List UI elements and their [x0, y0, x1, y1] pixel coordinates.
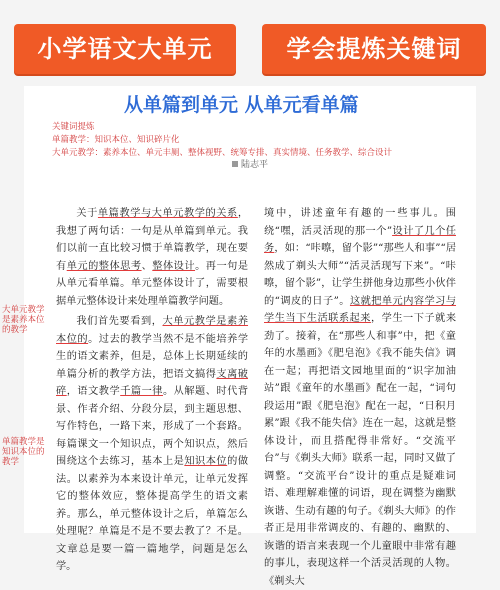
author-name: 陆志平 — [241, 160, 269, 170]
author — [232, 157, 268, 170]
underlined-phrase: 大单元教学是素养本位的 — [56, 316, 249, 345]
underlined-phrase: 这就把单元内容学习与学生当下生活联系起来 — [264, 295, 457, 324]
margin-note-first: 大单元教学是素养本位的教学 — [2, 305, 45, 335]
text-segment: 、 — [141, 260, 153, 272]
keywords-heading: 关键词提炼 — [52, 122, 95, 132]
text-segment: ，如：“咔嚓，留个影”“那些人和事”“居然成了剃头大师”“活灵活现写下来”。“咔嚓，留个影”，让学生拼他身边那些小伙伴的“调皮的日子”。 — [264, 243, 457, 307]
text-segment: 境中，讲述童年有趣的一些事儿。围绕“嘿，活灵活现的那一个” — [264, 208, 456, 237]
left-paragraph-2 — [56, 313, 248, 576]
underlined-phrase: 千篇一律 — [120, 386, 163, 397]
text-segment: 。从解题、时代背景、作者介绍、分段分层，到主题思想、写作特色，一路下来，形成了一个套路。每篇课文一个知识点，两个知识点，然后围绕这个去练习，基本上是 — [56, 386, 249, 467]
author-marker-icon — [232, 161, 238, 167]
underlined-phrase: 设计了几个任务 — [264, 225, 456, 254]
left-paragraph-1 — [56, 205, 248, 310]
banner-right: 学会提炼关键词 — [262, 24, 486, 74]
text-segment: 关于 — [76, 208, 98, 219]
underlined-phrase: 整体设计 — [152, 260, 196, 272]
text-segment: ，语文教学 — [66, 386, 121, 397]
text-segment: 。过去的教学当然不是不能培养学生的语文素养，但是，总体上长期延续的单篇分析的教学方法，把语文搞得 — [56, 333, 249, 380]
right-column — [264, 205, 456, 590]
underlined-phrase: 支离破碎 — [56, 368, 248, 397]
underlined-phrase: 单篇教学与大单元教学的关系 — [97, 208, 238, 219]
keywords-line-2: 大单元教学：素养本位、单元丰厕、整体视野、统筹专排、真实情境、任务教学、综合设计 — [52, 148, 393, 158]
text-segment: 的做法。以素养为本来设计单元，让单元发挥它的整体效应，整体提高学生的语文素养。那么，单元整体设计之后，单篇怎么处理呢？单篇是不是不要去教了？不是。文章总是要一篇一篇地学，问题是怎么学。 — [56, 456, 249, 572]
underlined-phrase: 知识本位 — [184, 456, 228, 467]
text-segment: 我们首先要看到， — [76, 316, 163, 327]
underlined-phrase: 单元的整体思考 — [66, 260, 142, 272]
left-column — [56, 205, 248, 576]
keywords-line-1: 单篇教学：知识本位、知识碎片化 — [52, 135, 180, 145]
text-segment: ，学生一下子就来劲了。接着，在“那些人和事”中，把《童年的水墨画》《肥皂泡》《我不能失信》调在一起；再把语文园地里面的“识字加油站”跟《童年的水墨画》配在一起，“词句段运用”跟《肥皂泡》配在一起，“日积月累”跟《我不能失信》连在一起，这就是整体设计，而且搭配得非常好。“交流平台”与《剃头大师》联系一起，同时又做了调整。“交流平台”设计的重点是疑难词语、难理解难懂的词语，现在调整为幽默诙谐、生动有趣的句子。《剃头大师》的作者正是用非常调皮的、有趣的、幽默的、诙谐的语言来表现一个儿童眼中非常有趣的事儿，表现这样一个活灵活现的人物。《剃头大 — [264, 313, 457, 587]
text-segment: 。再一句是从单元看单篇。单元整体设计了，需要根据单元整体设计来处理单篇教学问题。 — [56, 260, 249, 307]
right-paragraph-1 — [264, 205, 456, 590]
document-title: 从单篇到单元 从单元看单篇 — [124, 94, 359, 116]
banner-left: 小学语文大单元 — [14, 24, 236, 74]
text-segment: ，我想了两句话：一句是从单篇到单元。我们以前一直比较习惯于单篇教学，现在要有 — [56, 208, 249, 272]
margin-note-second: 单篇教学是知识本位的教学 — [2, 437, 45, 467]
